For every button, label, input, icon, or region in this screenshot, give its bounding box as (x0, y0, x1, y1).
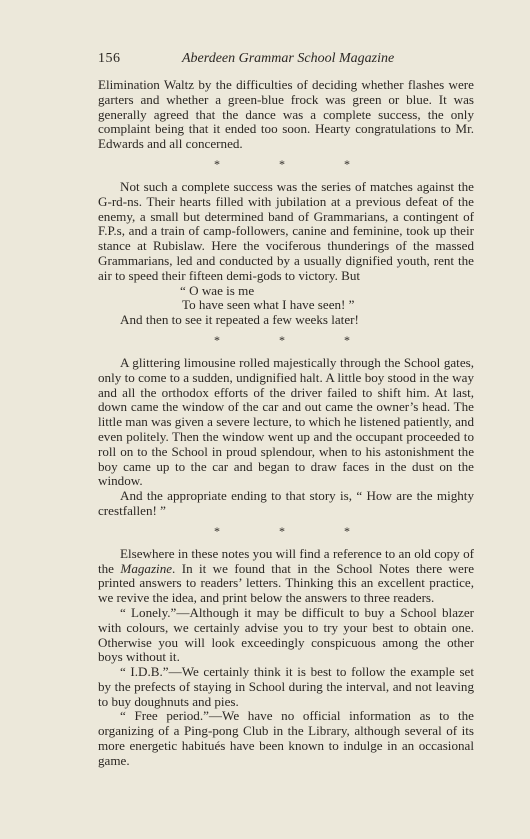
section-separator: * * * (214, 523, 378, 538)
answer-free-period: “ Free period.”—We have no official information as to the organizing of a Ping-pong Club in the Library, although several of its more energetic habitués have been known to indulge in an occasional game. (98, 708, 474, 768)
verse-quote (98, 284, 474, 314)
paragraph-ending: And the appropriate ending to that story is, “ How are the mighty crestfallen! ” (98, 488, 474, 518)
section-separator: * * * (214, 156, 378, 171)
magazine-italic: Magazine (120, 560, 173, 576)
page-header (98, 50, 478, 68)
paragraph-limousine: A glittering limousine rolled majestically through the School gates, only to come to a sudden, undignified halt. A little boy stood in the way and all the orthodox efforts of the driver failed to shift him. At last, down came the window of the car and out came the owner’s head. The little man was given a severe lecture, to which he listened patiently, and even politely. Then the window went up and the occupant proceeded to roll on to the School in proud splendour, when to his astonishment the boy came up to the car and began to draw faces in the dust on the window. (98, 354, 474, 489)
verse-line: “ O wae is me (180, 282, 255, 298)
answer-idb: “ I.D.B.”—We certainly think it is best to follow the example set by the prefects of staying in School during the interval, and not leaving to buy doughnuts and pies. (98, 664, 474, 709)
paragraph-text: Elsewhere in these notes you will find a reference to an old copy of the (98, 545, 474, 576)
page-body (98, 78, 474, 769)
running-title: Aberdeen Grammar School Magazine (182, 51, 395, 66)
page-number: 156 (98, 51, 121, 66)
paragraph-repeated: And then to see it repeated a few weeks later! (120, 312, 359, 328)
section-separator: * * * (214, 332, 378, 347)
paragraph-dance: Elimination Waltz by the difficulties of deciding whether flashes were garters and whether a green-blue frock was green or blue. It was generally agreed that the dance was a complete success, the only complaint being that it ended too soon. Hearty congratulations to Mr. Edwards and all concerned. (98, 77, 474, 152)
paragraph-text: . In it we found that in the School Notes there were printed answers to readers’ letters. Thinking this an excellent practice, we revive the idea, and print below the answers to three readers. (98, 560, 475, 606)
answer-lonely: “ Lonely.”—Although it may be difficult to buy a School blazer with colours, we certainly advise you to try your best to obtain one. Otherwise you will look exceedingly conspicuous among the other boys without it. (98, 604, 474, 665)
verse-line: To have seen what I have seen! ” (182, 297, 355, 313)
paragraph-readers-letters (98, 547, 474, 606)
paragraph-matches: Not such a complete success was the series of matches against the G-rd-ns. Their hearts filled with jubilation at a previous defeat of the enemy, a small but determined band of Grammarians, a contingent of F.P.s, and a train of camp-followers, canine and feminine, took up their stance at Rubislaw. Here the vociferous thunderings of the massed Grammarians, led and conducted by a usually dignified youth, rent the air to speed their fifteen demi-gods to victory. But (98, 178, 474, 283)
